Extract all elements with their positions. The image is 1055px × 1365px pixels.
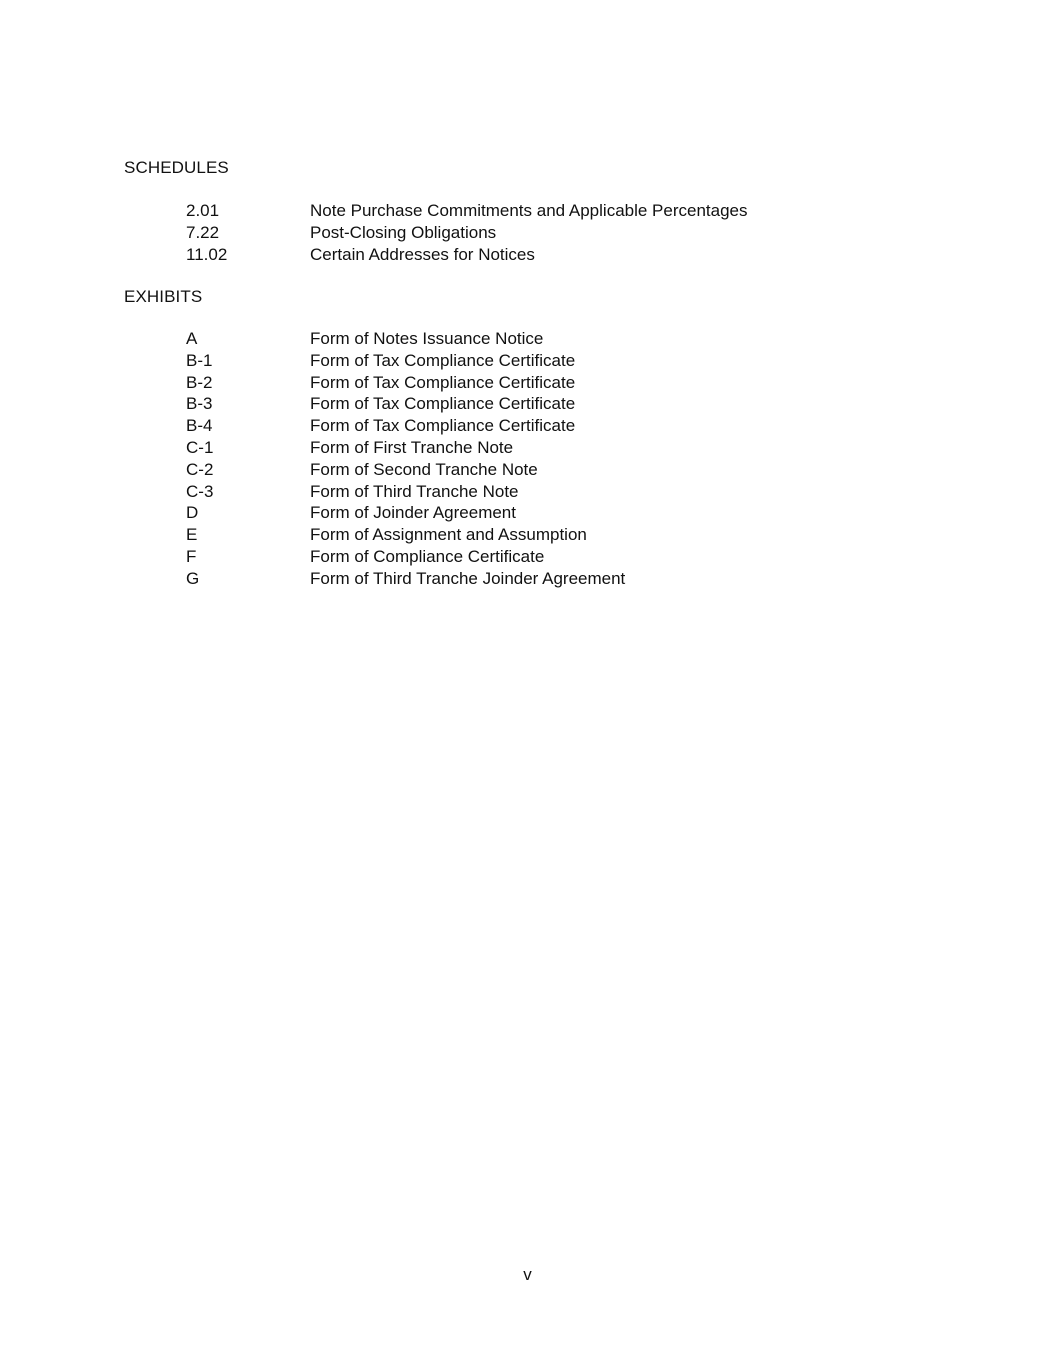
exhibit-entry bbox=[186, 459, 625, 481]
schedule-title: Post-Closing Obligations bbox=[310, 222, 497, 242]
exhibit-entry bbox=[186, 502, 625, 524]
exhibit-entry bbox=[186, 415, 625, 437]
exhibit-title: Form of Compliance Certificate bbox=[310, 546, 545, 566]
exhibit-letter: F bbox=[186, 546, 197, 566]
exhibit-title: Form of Tax Compliance Certificate bbox=[310, 416, 576, 436]
exhibit-letter: A bbox=[186, 329, 198, 348]
schedule-number: 7.22 bbox=[186, 222, 220, 242]
exhibits-list bbox=[186, 328, 625, 590]
schedule-entry bbox=[186, 222, 748, 244]
schedules-heading: SCHEDULES bbox=[124, 158, 229, 177]
exhibits-heading: EXHIBITS bbox=[124, 287, 203, 306]
exhibit-title: Form of Joinder Agreement bbox=[310, 503, 516, 523]
exhibit-entry bbox=[186, 372, 625, 394]
page-number: v bbox=[523, 1265, 532, 1284]
exhibit-letter: B-1 bbox=[186, 350, 213, 370]
exhibit-entry bbox=[186, 568, 625, 590]
schedule-title: Note Purchase Commitments and Applicable Percentages bbox=[310, 201, 748, 220]
exhibit-entry bbox=[186, 350, 625, 372]
exhibit-letter: B-2 bbox=[186, 372, 213, 392]
exhibit-letter: D bbox=[186, 503, 199, 523]
schedule-title: Certain Addresses for Notices bbox=[310, 244, 535, 264]
exhibit-letter: E bbox=[186, 525, 198, 545]
exhibit-entry bbox=[186, 328, 625, 350]
exhibit-letter: B-4 bbox=[186, 416, 213, 436]
exhibit-entry bbox=[186, 524, 625, 546]
exhibit-letter: B-3 bbox=[186, 394, 213, 414]
exhibit-title: Form of Third Tranche Note bbox=[310, 481, 519, 501]
schedule-entry bbox=[186, 200, 748, 222]
exhibit-letter: C-1 bbox=[186, 437, 214, 457]
exhibit-title: Form of Tax Compliance Certificate bbox=[310, 372, 576, 392]
exhibit-title: Form of Assignment and Assumption bbox=[310, 525, 587, 545]
exhibit-letter: C-2 bbox=[186, 459, 214, 479]
exhibit-entry bbox=[186, 437, 625, 459]
exhibit-letter: C-3 bbox=[186, 481, 214, 501]
exhibit-title: Form of Tax Compliance Certificate bbox=[310, 394, 576, 414]
exhibit-title: Form of Tax Compliance Certificate bbox=[310, 350, 576, 370]
exhibit-letter: G bbox=[186, 568, 200, 588]
exhibit-entry bbox=[186, 481, 625, 503]
schedules-list bbox=[186, 200, 748, 265]
schedule-number: 2.01 bbox=[186, 201, 220, 220]
exhibit-title: Form of Notes Issuance Notice bbox=[310, 329, 544, 348]
exhibit-entry bbox=[186, 546, 625, 568]
exhibit-title: Form of First Tranche Note bbox=[310, 437, 514, 457]
exhibit-title: Form of Second Tranche Note bbox=[310, 459, 538, 479]
exhibit-entry bbox=[186, 393, 625, 415]
schedule-entry bbox=[186, 244, 748, 266]
exhibit-title: Form of Third Tranche Joinder Agreement bbox=[310, 568, 626, 588]
schedule-number: 11.02 bbox=[186, 244, 228, 264]
